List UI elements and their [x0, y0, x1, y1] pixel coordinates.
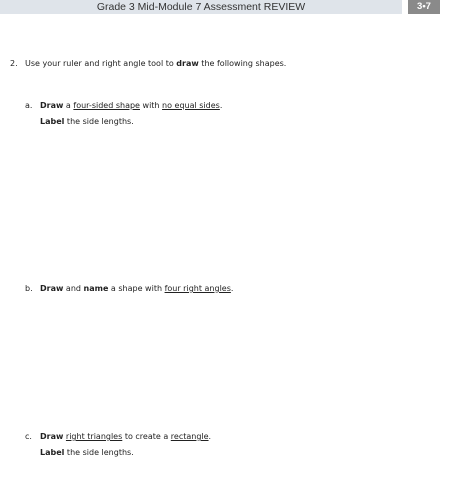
part-b-line-1	[40, 284, 233, 294]
part-a-line2-text: the side lengths.	[64, 117, 134, 126]
part-c-u1: right triangles	[65, 432, 123, 441]
part-a-t1: a	[63, 101, 74, 110]
part-a-draw: Draw	[40, 101, 64, 110]
part-c-line2-text: the side lengths.	[64, 448, 134, 457]
question-text-2: the following shapes.	[198, 59, 287, 68]
part-c-label: Label	[40, 448, 65, 457]
part-b-u1: four right angles	[164, 284, 231, 293]
question-number: 2.	[10, 59, 18, 68]
part-a-t2: with	[139, 101, 163, 110]
part-a-u2: no equal sides	[162, 101, 220, 110]
part-c-t3: .	[208, 432, 212, 441]
part-c-draw: Draw	[40, 432, 64, 441]
part-b-letter: b.	[25, 284, 33, 293]
part-a-label: Label	[40, 117, 65, 126]
part-b-name: name	[83, 284, 109, 293]
part-b-t2: a shape with	[108, 284, 165, 293]
lesson-badge: 3•7	[408, 0, 440, 14]
part-c-letter: c.	[25, 432, 32, 441]
part-c-line-2	[40, 448, 134, 458]
part-c-t2: to create a	[122, 432, 171, 441]
part-b-t3: .	[230, 284, 234, 293]
page-title: Grade 3 Mid-Module 7 Assessment REVIEW	[96, 1, 306, 13]
part-b-t1: and	[63, 284, 84, 293]
question-text-bold: draw	[176, 59, 199, 68]
part-b-draw: Draw	[40, 284, 64, 293]
part-a-t3: .	[219, 101, 223, 110]
question-text-1: Use your ruler and right angle tool to	[25, 59, 177, 68]
part-a-line-1	[40, 101, 222, 111]
part-a-letter: a.	[25, 101, 33, 110]
part-a-line-2	[40, 117, 134, 127]
part-c-u2: rectangle	[170, 432, 209, 441]
part-a-u1: four-sided shape	[73, 101, 140, 110]
part-c-line-1	[40, 432, 211, 442]
question-prompt	[25, 59, 286, 69]
